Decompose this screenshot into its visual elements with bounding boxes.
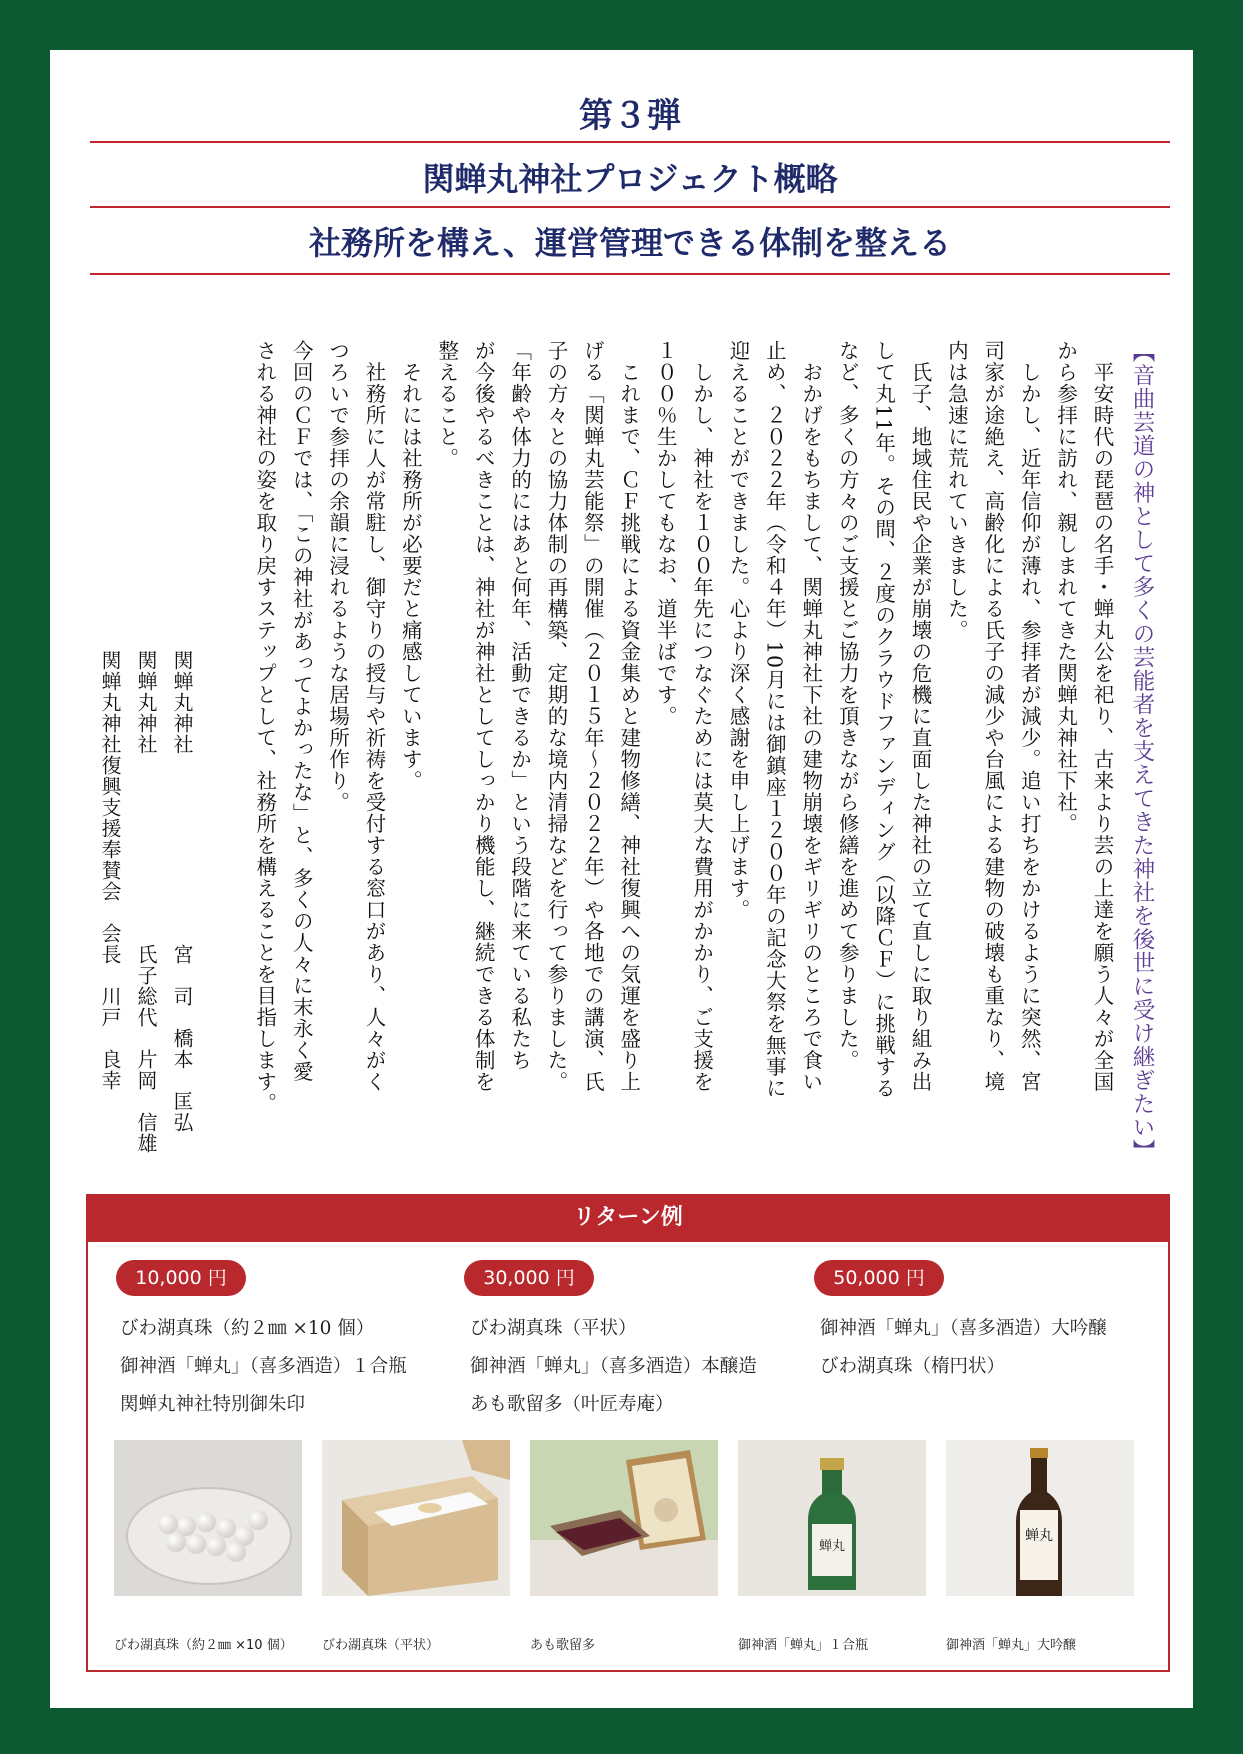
returns-frame [86,1194,1170,1672]
article-column: して丸11年。その間、２度のクラウドファンディング（以降ＣＦ）に挑戦する [871,340,896,1100]
article-column: しかし、神社を１００年先につなぐためには莫大な費用がかかり、ご支援を [689,340,714,1093]
article-column: つろいで参拝の余韻に浸れるような居場所作り。 [325,340,350,813]
article-column: される神社の姿を取り戻すステップとして、社務所を構えることを目指します。 [252,340,277,1114]
photo-caption-1: びわ湖真珠（約２㎜ ×10 個） [114,1638,293,1653]
article-column: 「年齢や体力的にはあと何年、活動できるか」という段階に来ている私たち [507,340,532,1071]
photo-pearl-flat [322,1440,510,1596]
article-column: 今回のＣＦでは、「この神社があってよかったな」と、多くの人々に末永く愛 [289,340,314,1083]
article-column: 子の方々との協力体制の再構築、定期的な境内清掃などを行って参りました。 [544,340,568,1093]
article-column: 氏子、地域住民や企業が崩壊の危機に直面した神社の立て直しに取り組み出 [908,340,932,1093]
article-column: 内は急速に荒れていきました。 [944,340,969,641]
tier3-item-1: 御神酒「蝉丸」（喜多酒造）大吟醸 [820,1318,1107,1339]
article-column: など、多くの方々のご支援とご協力を頂きながら修繕を進めて参りました。 [835,340,860,1071]
header-rule-1 [90,141,1170,143]
article-column: それには社務所が必要だと痛感しています。 [398,340,423,792]
signature-line: 関蝉丸神社 宮 司 橋本 匡弘 [170,650,194,1133]
photo-caption-5: 御神酒「蝉丸」大吟醸 [946,1638,1077,1653]
article-column: 社務所に人が常駐し、御守りの授与や祈祷を受付する窓口があり、人々がく [362,340,386,1093]
tier-price-10000: 10,000 円 [116,1260,246,1296]
returns-heading: リターン例 [86,1194,1170,1242]
page-subtitle: 社務所を構え、運営管理できる体制を整える [309,224,951,262]
tier1-item-1: びわ湖真珠（約２㎜ ×10 個） [120,1318,375,1339]
photo-amo-karuta [530,1440,718,1596]
tier3-item-2: びわ湖真珠（楕円状） [820,1356,1006,1377]
photo-caption-4: 御神酒「蝉丸」１合瓶 [738,1638,869,1653]
article-column: 司家が途絶え、高齢化による氏子の減少や台風による建物の破壊も重なり、境 [980,340,1005,1093]
tier2-item-1: びわ湖真珠（平状） [470,1318,637,1339]
photo-caption-3: あも歌留多 [530,1638,596,1653]
header-rule-3 [90,273,1170,275]
article-column: 平安時代の琵琶の名手・蝉丸公を祀り、古来より芸の上達を願う人々が全国 [1090,340,1114,1093]
article-lede: 【音曲芸道の神として多くの芸能者を支えてきた神社を後世に受け継ぎたい】 [1129,340,1155,1163]
tier1-item-2: 御神酒「蝉丸」（喜多酒造）１合瓶 [120,1356,407,1377]
article-column: これまで、ＣＦ挑戦による資金集めと建物修繕、神社復興への気運を盛り上 [616,340,641,1093]
article-column: しかし、近年信仰が薄れ、参拝者が減少。追い打ちをかけるように突然、宮 [1017,340,1042,1093]
article-column: 整えること。 [434,340,459,469]
sake-daiginjo-label: 蝉丸 [1025,1528,1053,1544]
page-title: 関蝉丸神社プロジェクト概略 [422,160,838,198]
photo-caption-2: びわ湖真珠（平状） [322,1638,440,1653]
header-rule-2 [90,206,1170,208]
signature-line: 関蝉丸神社復興支援奉賛会 会長 川戸 良幸 [98,650,122,1091]
article-column: １００％生かしてもなお、道半ばです。 [653,340,678,727]
tier2-item-2: 御神酒「蝉丸」（喜多酒造）本醸造 [470,1356,757,1377]
photo-sake-daiginjo [946,1440,1134,1596]
tier-price-50000: 50,000 円 [814,1260,944,1296]
tier2-item-3: あも歌留多（叶匠寿庵） [470,1394,674,1415]
photo-pearls-small [114,1440,302,1596]
tier1-item-3: 関蝉丸神社特別御朱印 [120,1394,306,1415]
article-column: 迎えることができました。心より深く感謝を申し上げます。 [726,340,750,921]
article-column: が今後やるべきことは、神社が神社としてしっかり機能し、継続できる体制を [471,340,496,1093]
article-column: 止め、２０２２年（令和４年）10月には御鎮座１２００年の記念大祭を無事に [762,340,787,1100]
tier-price-30000: 30,000 円 [464,1260,594,1296]
article-column: おかげをもちまして、関蝉丸神社下社の建物崩壊をギリギリのところで食い [798,340,823,1093]
photo-sake-small [738,1440,926,1596]
signature-line: 関蝉丸神社 氏子総代 片岡 信雄 [134,650,158,1154]
sake-small-label: 蝉丸 [818,1539,846,1554]
article-column: げる「関蝉丸芸能祭」の開催（２０１５年～２０２２年）や各地での講演、氏 [580,340,605,1093]
issue-number: 第３弾 [579,96,681,136]
article-column: から参拝に訪れ、親しまれてきた関蝉丸神社下社。 [1053,340,1078,835]
